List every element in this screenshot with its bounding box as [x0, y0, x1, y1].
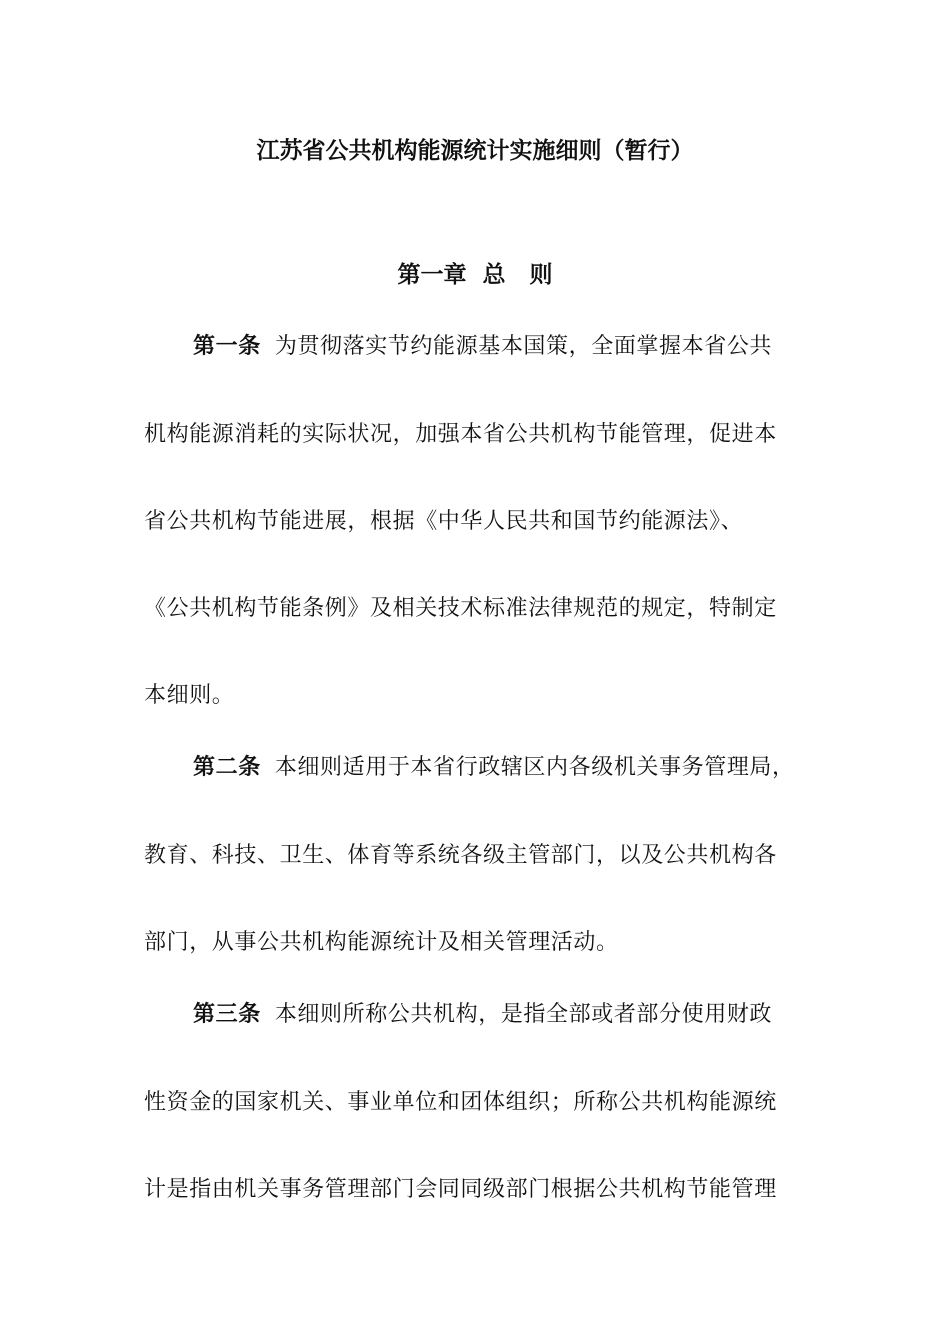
document-title: 江苏省公共机构能源统计实施细则（暂行） [256, 138, 694, 164]
chapter-heading: 第一章 总 则 [397, 262, 553, 288]
article-1-line-5: 本细则。 [144, 683, 235, 708]
article-3-line-1 [193, 997, 873, 1033]
article-1-line-3: 省公共机构节能进展，根据《中华人民共和国节约能源法》、 [144, 509, 744, 534]
article-3-text-1: 本细则所称公共机构，是指全部或者部分使用财政 [274, 1002, 773, 1027]
article-3-label: 第三条 [193, 1002, 261, 1027]
article-1-line-1 [193, 329, 873, 365]
article-1-label: 第一条 [193, 334, 261, 359]
article-1-line-2: 机构能源消耗的实际状况，加强本省公共机构节能管理，促进本 [144, 422, 777, 447]
article-2-line-3: 部门，从事公共机构能源统计及相关管理活动。 [144, 930, 619, 955]
article-2-line-2: 教育、科技、卫生、体育等系统各级主管部门，以及公共机构各 [144, 843, 777, 868]
article-1-line-4: 《公共机构节能条例》及相关技术标准法律规范的规定，特制定 [144, 596, 777, 621]
article-3-line-2: 性资金的国家机关、事业单位和团体组织；所称公共机构能源统 [144, 1090, 777, 1115]
article-1-text-1: 为贯彻落实节约能源基本国策，全面掌握本省公共 [274, 334, 773, 359]
article-2-label: 第二条 [193, 755, 261, 780]
article-3-line-3: 计是指由机关事务管理部门会同同级部门根据公共机构节能管理 [144, 1177, 777, 1202]
article-2-text-1: 本细则适用于本省行政辖区内各级机关事务管理局， [274, 755, 795, 780]
article-2-line-1 [193, 750, 873, 786]
